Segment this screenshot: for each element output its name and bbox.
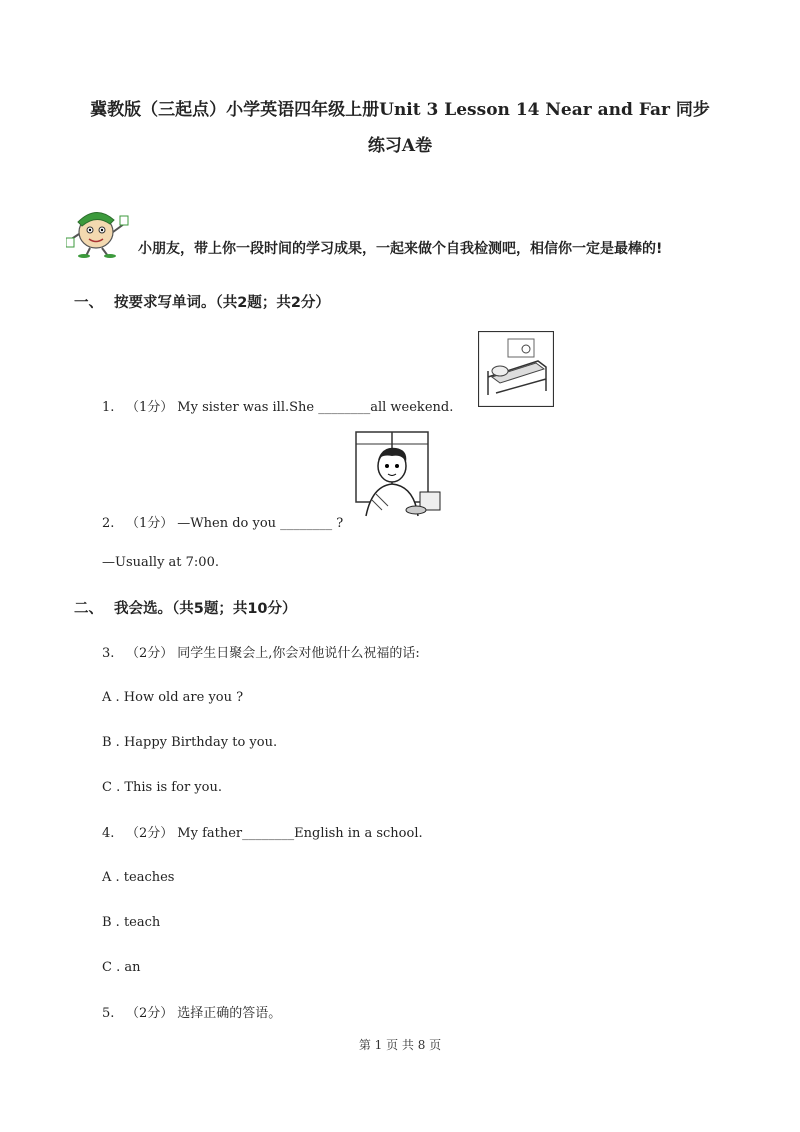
question-5 xyxy=(102,1002,281,1021)
question-number: 3. xyxy=(102,646,115,661)
intro-text: 小朋友，带上你一段时间的学习成果，一起来做个自我检测吧，相信你一定是最棒的! xyxy=(138,241,663,257)
question-2 xyxy=(102,512,343,531)
question-number: 1. xyxy=(102,400,115,415)
question-text: 同学生日聚会上,你会对他说什么祝福的话: xyxy=(177,646,420,661)
question-text: My father________English in a school. xyxy=(177,826,423,841)
boy-window-picture xyxy=(352,430,448,518)
question-text: My sister was ill.She ________all weekend. xyxy=(177,400,454,415)
option-c[interactable]: C . This is for you. xyxy=(102,780,222,795)
question-text: 选择正确的答语。 xyxy=(177,1006,282,1021)
question-number: 2. xyxy=(102,516,115,531)
question-score: （2分） xyxy=(126,1006,174,1021)
question-2-answer: —Usually at 7:00. xyxy=(102,555,219,570)
question-score: （2分） xyxy=(126,826,174,841)
option-b[interactable]: B . teach xyxy=(102,915,161,930)
section-number: 一、 xyxy=(74,295,103,311)
section-title: 我会选。（共5题；共10分） xyxy=(114,601,297,617)
option-a[interactable]: A . teaches xyxy=(102,870,175,885)
question-4 xyxy=(102,822,423,841)
question-number: 5. xyxy=(102,1006,115,1021)
page-title xyxy=(60,92,740,164)
question-number: 4. xyxy=(102,826,115,841)
question-score: （1分） xyxy=(126,516,174,531)
mascot-illustration xyxy=(66,202,130,258)
option-a[interactable]: A . How old are you ? xyxy=(102,690,244,705)
question-score: （1分） xyxy=(126,400,174,415)
page-footer: 第 1 页 共 8 页 xyxy=(358,1038,442,1052)
section-heading-2 xyxy=(74,597,297,618)
option-c[interactable]: C . an xyxy=(102,960,141,975)
section-number: 二、 xyxy=(74,601,103,617)
question-3 xyxy=(102,642,420,661)
bed-picture xyxy=(478,331,554,407)
question-text: —When do you ________ ? xyxy=(177,516,344,531)
title-line-1: 冀教版（三起点）小学英语四年级上册Unit 3 Lesson 14 Near and Far 同步 xyxy=(90,100,710,120)
title-line-2: 练习A卷 xyxy=(367,136,433,156)
question-1 xyxy=(102,396,453,415)
intro-banner xyxy=(66,202,746,262)
option-b[interactable]: B . Happy Birthday to you. xyxy=(102,735,278,750)
section-title: 按要求写单词。（共2题；共2分） xyxy=(114,295,330,311)
question-score: （2分） xyxy=(126,646,174,661)
section-heading-1 xyxy=(74,291,330,312)
